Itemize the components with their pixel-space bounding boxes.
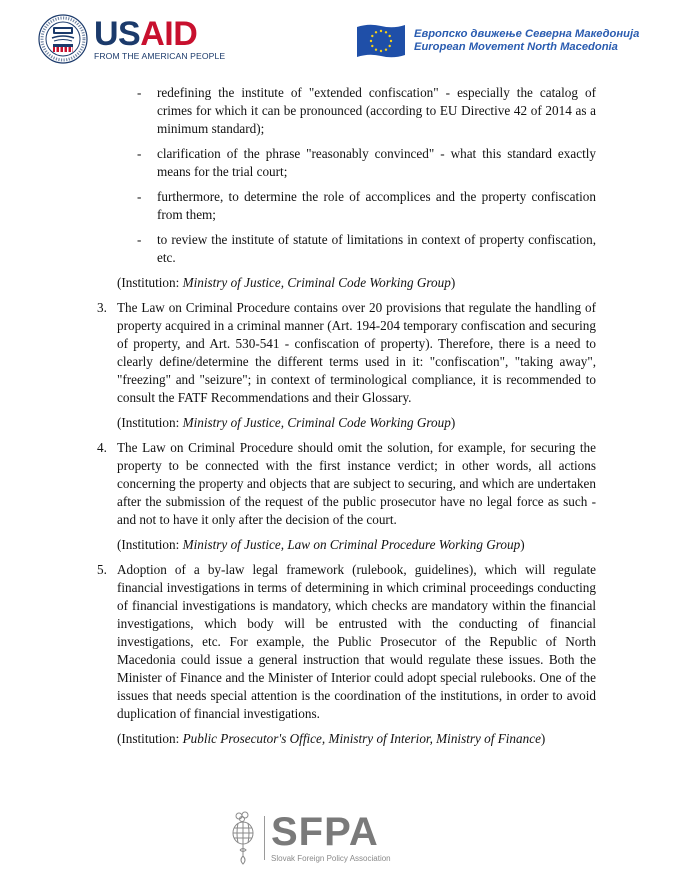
bullet-item	[137, 84, 596, 138]
institution-suffix: )	[450, 275, 456, 290]
bullet-item	[137, 188, 596, 224]
sfpa-logo	[228, 810, 391, 866]
document-body	[0, 84, 673, 755]
usaid-seal-icon	[38, 14, 88, 64]
item-number: 4.	[97, 440, 107, 455]
item-text: The Law on Criminal Procedure should omit the solution, for example, for securing the property to be connected with the first instance verdict; in other words, all actions concerning the property and objects that are subject to securing, and which are undertaken after the submission of the request of the public prosecutor have no legal force as such - and not to have it only after the decision of the court.	[117, 440, 596, 527]
item-text: The Law on Criminal Procedure contains over 20 provisions that regulate the handling of property acquired in a criminal manner (Art. 194-204 temporary confiscation and securing of property, and Art. 530-541 - confiscation of property). Therefore, there is a need to clearly define/determine the different terms used in it: "confiscation", "taking away", "freezing" and "seizure"; in context of terminological compliance, it is recommended to consult the FATF Recommendations and their Glossary.	[117, 300, 596, 405]
emnm-name-english: European Movement North Macedonia	[414, 41, 618, 53]
item-number: 3.	[97, 300, 107, 315]
bullet-text: to review the institute of statute of limitations in context of property confiscation, etc.	[157, 232, 596, 265]
institution-names: Ministry of Justice, Criminal Code Working Group	[182, 275, 451, 290]
usaid-aid-text: AID	[140, 14, 198, 53]
european-movement-logo	[355, 23, 639, 59]
sfpa-divider	[264, 816, 265, 860]
sfpa-subtitle: Slovak Foreign Policy Association	[271, 854, 391, 863]
institution-prefix: (Institution:	[117, 731, 183, 746]
institution-suffix: )	[520, 537, 525, 552]
institution-names: Ministry of Justice, Law on Criminal Procedure Working Group	[182, 537, 521, 552]
bullet-dash: -	[137, 146, 142, 161]
bullet-dash: -	[137, 189, 142, 204]
bullet-item	[137, 231, 596, 267]
item-text: Adoption of a by-law legal framework (rulebook, guidelines), which will regulate financial investigations in terms of determining in which criminal proceedings conducting of financial investigations is mandatory, which checks are mandatory within the financial investigations, which body will be entrusted with the conducting of financial investigations, etc. For example, the Public Prosecutor of the Republic of North Macedonia could issue a general instruction that would regulate these issues. Both the Minister of Finance and the Minister of Interior could adopt special rulebooks. One of the issues that needs special attention is the coordination of the institutions, in order to avoid duplication of financial investigations.	[117, 562, 596, 721]
institution-note	[117, 414, 597, 432]
usaid-logo	[38, 14, 225, 64]
bullet-text: furthermore, to determine the role of accomplices and the property confiscation from them;	[157, 189, 596, 222]
sfpa-wordmark: SFPA	[271, 810, 379, 854]
usaid-wordmark	[94, 14, 225, 53]
institution-names: Public Prosecutor's Office, Ministry of Interior, Ministry of Finance	[182, 731, 541, 746]
usaid-us-text: US	[94, 14, 141, 53]
sfpa-emblem-icon	[228, 810, 258, 866]
item-number: 5.	[97, 562, 107, 577]
bullet-item	[137, 145, 596, 181]
institution-note	[117, 274, 597, 292]
institution-names: Ministry of Justice, Criminal Code Working Group	[182, 415, 451, 430]
institution-suffix: )	[450, 415, 456, 430]
institution-note	[117, 730, 597, 748]
bullet-text: redefining the institute of "extended confiscation" - especially the catalog of crimes for which it can be pronounced (according to EU Directive 42 of 2014 as a minimum standard);	[157, 85, 596, 136]
usaid-tagline: FROM THE AMERICAN PEOPLE	[94, 50, 226, 61]
institution-prefix: (Institution:	[117, 537, 183, 552]
numbered-item-3	[97, 299, 596, 407]
bullet-dash: -	[137, 85, 142, 100]
numbered-item-5	[97, 561, 596, 723]
emnm-name-macedonian: Европско движење Северна Македонија	[414, 28, 640, 40]
numbered-item-4	[97, 439, 596, 529]
institution-prefix: (Institution:	[117, 415, 183, 430]
institution-note	[117, 536, 597, 554]
bullet-text: clarification of the phrase "reasonably convinced" - what this standard exactly means for the trial court;	[157, 146, 596, 179]
institution-prefix: (Institution:	[117, 275, 183, 290]
bullet-dash: -	[137, 232, 142, 247]
eu-flag-icon	[355, 23, 407, 59]
institution-suffix: )	[540, 731, 546, 746]
